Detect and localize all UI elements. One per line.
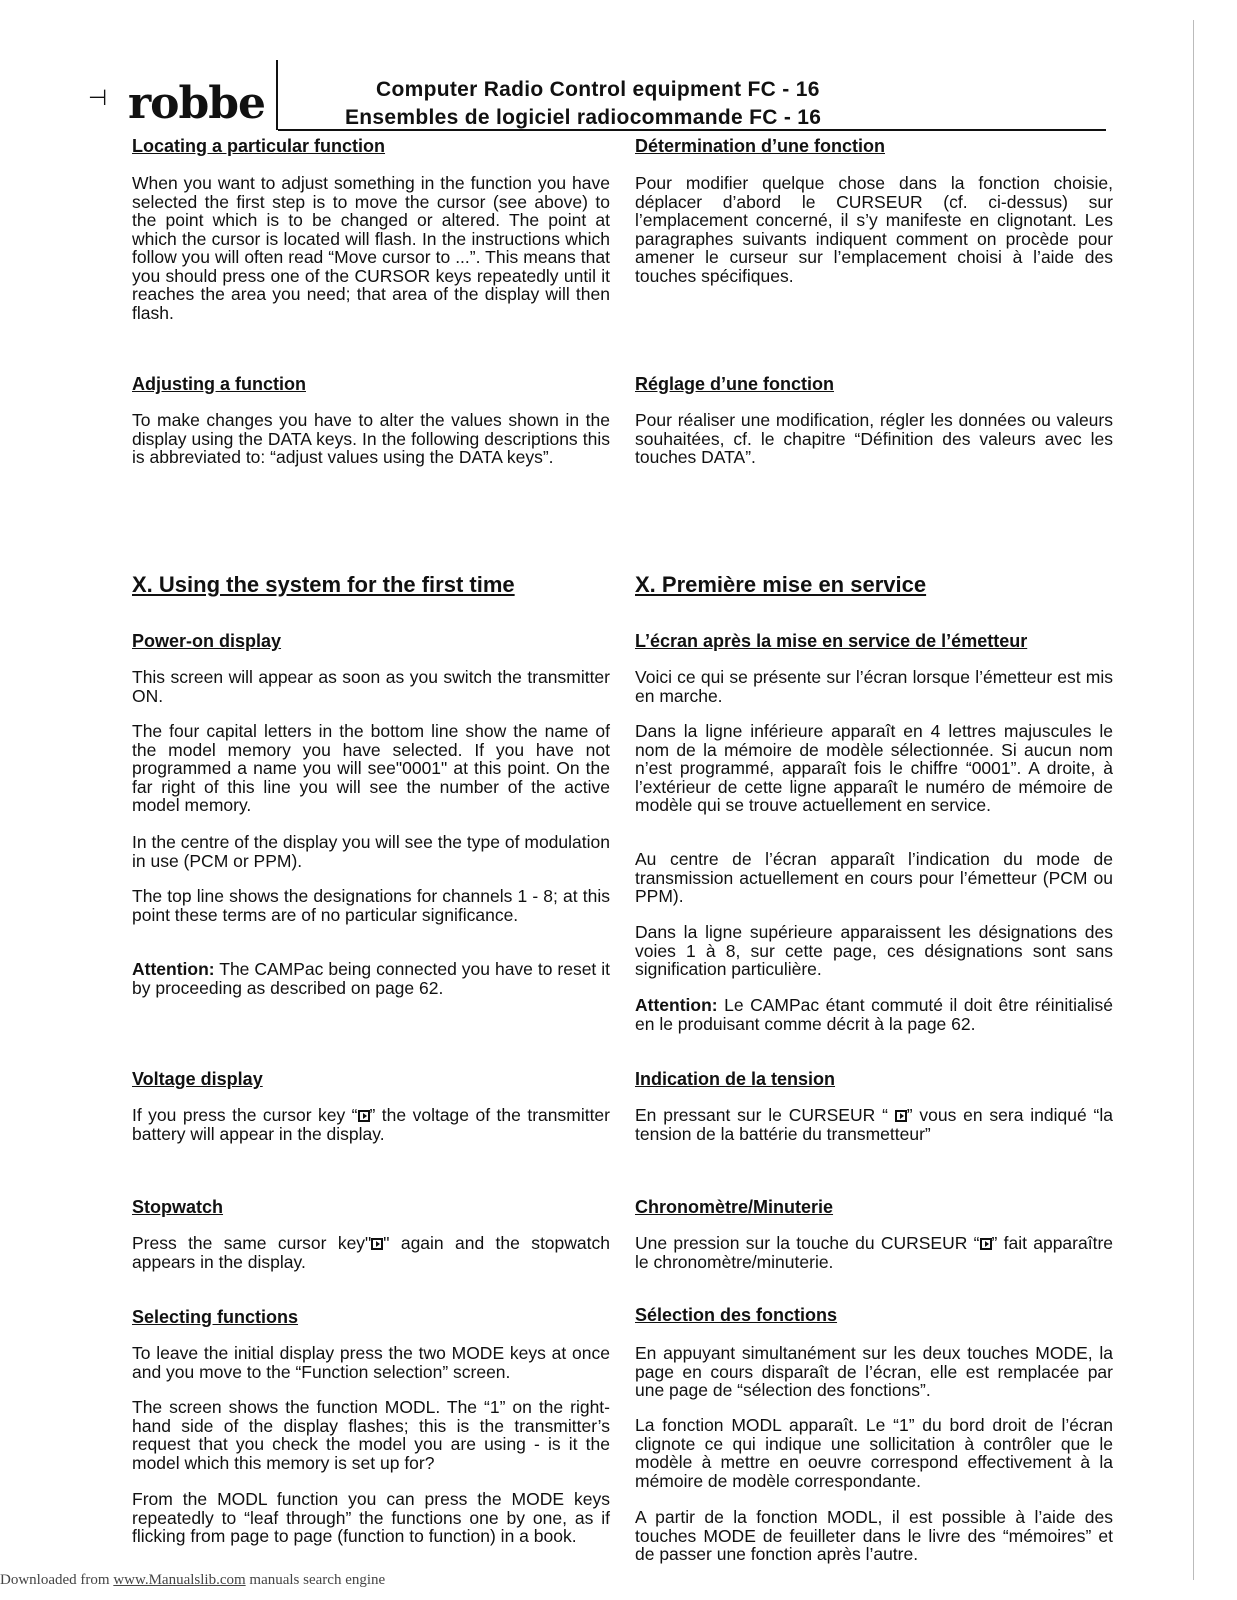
para-selecting-2: The screen shows the function MODL. The “1” on the right-hand side of the display flashes; this is the transmitter’s request that you check the model you are using - is it the model which this memory is set up for? bbox=[132, 1397, 610, 1473]
attention-text-fr: Le CAMPac étant commuté il doit être réinitialisé en le produisant comme décrit à la page 62. bbox=[635, 995, 1113, 1034]
robbe-logo: robbe bbox=[128, 78, 266, 129]
para-power-on-3: In the centre of the display you will see the type of modulation in use (PCM or PPM). bbox=[132, 832, 610, 871]
para-locating-function: When you want to adjust something in the function you have selected the first step is to move the cursor (see above) to the point which is to be changed or altered. The point at which the cursor is located will flash. In the instructions which follow you will often read “Move cursor to ...”. This means that you should press one of the CURSOR keys repeatedly until it reaches the area you need; that area of the display will then flash. bbox=[132, 173, 610, 323]
stopwatch-text-2: " again and the stopwatch appears in the display. bbox=[132, 1233, 610, 1272]
para-attention-en bbox=[132, 960, 610, 997]
heading-stopwatch: Stopwatch bbox=[132, 1197, 224, 1217]
cursor-right-key-icon bbox=[358, 1110, 370, 1122]
attention-text: The CAMPac being connected you have to reset it by proceeding as described on page 62. bbox=[132, 959, 610, 998]
section-title-premiere-mise: X. Première mise en service bbox=[635, 572, 927, 597]
stopwatch-text-1: Press the same cursor key" bbox=[132, 1233, 372, 1253]
voltage-text-2: ” the voltage of the transmitter battery will appear in the display. bbox=[132, 1105, 610, 1144]
tension-text-1: En pressant sur le CURSEUR “ bbox=[635, 1105, 895, 1125]
para-ecran-1: Voici ce qui se présente sur l’écran lorsque l’émetteur est mis en marche. bbox=[635, 667, 1113, 706]
page-edge-line bbox=[1193, 20, 1194, 1580]
header-rule bbox=[278, 129, 1106, 131]
para-indication-tension bbox=[635, 1106, 1113, 1143]
chrono-text-2: ” fait apparaître le chronomètre/minuterie. bbox=[635, 1233, 1114, 1272]
para-ecran-2: Dans la ligne inférieure apparaît en 4 lettres majuscules le nom de la mémoire de modèle sélectionnée. Si aucun nom n’est programmé, apparaît fois le chiffre “0001”. A droite, à l’extérieur de cette ligne apparaît le numéro de mémoire de modèle qui se trouve actuellement en service. bbox=[635, 721, 1113, 815]
cursor-right-key-icon bbox=[980, 1238, 992, 1250]
title-en: Computer Radio Control equipment FC - 16 bbox=[376, 78, 820, 101]
logo-mark: ⊣ bbox=[88, 86, 108, 111]
para-voltage-display bbox=[132, 1106, 610, 1143]
para-attention-fr bbox=[635, 996, 1113, 1033]
cursor-right-key-icon bbox=[371, 1238, 383, 1250]
para-selecting-1: To leave the initial display press the two MODE keys at once and you move to the “Function selection” screen. bbox=[132, 1343, 610, 1382]
footer-suffix: manuals search engine bbox=[245, 1572, 386, 1588]
para-reglage-fonction: Pour réaliser une modification, régler les données ou valeurs souhaitées, cf. le chapitre “Définition des valeurs avec les touches DATA”. bbox=[635, 410, 1113, 467]
heading-adjusting-function: Adjusting a function bbox=[132, 374, 306, 394]
para-selection-1: En appuyant simultanément sur les deux touches MODE, la page en cours disparaît de l’écran, elle est remplacée par une page de “sélection des fonctions”. bbox=[635, 1343, 1113, 1400]
manualslib-link[interactable]: www.Manualslib.com bbox=[113, 1572, 246, 1588]
para-power-on-4: The top line shows the designations for channels 1 - 8; at this point these terms are of no particular significance. bbox=[132, 886, 610, 925]
logo-divider bbox=[276, 60, 278, 130]
para-power-on-2: The four capital letters in the bottom line show the name of the model memory you have selected. If you have not programmed a name you will see"0001" at this point. On the far right of this line you will see the number of the active model memory. bbox=[132, 721, 610, 815]
heading-reglage-fonction: Réglage d’une fonction bbox=[635, 374, 835, 394]
para-chronometre bbox=[635, 1234, 1113, 1271]
para-determination-fonction: Pour modifier quelque chose dans la fonction choisie, déplacer d’abord le CURSEUR (cf. ci-dessus) sur l’emplacement concerné, il s’y manifeste en clignotant. Les paragraphes suivants indiquent comment on procède pour amener le curseur sur l’emplacement choisi à l’aide des touches spécifiques. bbox=[635, 173, 1113, 286]
heading-selecting-functions: Selecting functions bbox=[132, 1307, 299, 1327]
para-ecran-3: Au centre de l’écran apparaît l’indication du mode de transmission actuellement en cours pour l’émetteur (PCM ou PPM). bbox=[635, 849, 1113, 906]
footer-prefix: Downloaded from bbox=[0, 1572, 114, 1588]
tension-text-2: ” vous en sera indiqué “la tension de la battérie du transmetteur” bbox=[635, 1105, 1113, 1144]
para-selection-3: A partir de la fonction MODL, il est possible à l’aide des touches MODE de feuilleter dans le livre des “mémoires” et de passer une fonction après l’autre. bbox=[635, 1507, 1113, 1564]
section-title-first-time: X. Using the system for the first time bbox=[132, 572, 515, 597]
heading-locating-function: Locating a particular function bbox=[132, 136, 386, 156]
heading-power-on-display: Power-on display bbox=[132, 631, 282, 651]
para-ecran-4: Dans la ligne supérieure apparaissent les désignations des voies 1 à 8, sur cette page, ces désignations sont sans signification particulière. bbox=[635, 922, 1113, 979]
para-selection-2: La fonction MODL apparaît. Le “1” du bord droit de l’écran clignote ce qui indique une sollicitation à contrôler que le modèle à mettre en oeuvre correspond effectivement à la mémoire de modèle correspondante. bbox=[635, 1415, 1113, 1491]
download-footer bbox=[0, 1572, 385, 1589]
cursor-right-key-icon bbox=[895, 1110, 907, 1122]
heading-voltage-display: Voltage display bbox=[132, 1069, 263, 1089]
para-adjusting-function: To make changes you have to alter the values shown in the display using the DATA keys. In the following descriptions this is abbreviated to: “adjust values using the DATA keys”. bbox=[132, 410, 610, 467]
heading-indication-tension: Indication de la tension bbox=[635, 1069, 836, 1089]
voltage-text-1: If you press the cursor key “ bbox=[132, 1105, 358, 1125]
para-selecting-3: From the MODL function you can press the MODE keys repeatedly to “leaf through” the functions one by one, as if flicking from page to page (function to function) in a book. bbox=[132, 1489, 610, 1546]
heading-ecran-mise-en-service: L’écran après la mise en service de l’émetteur bbox=[635, 631, 1028, 651]
para-power-on-1: This screen will appear as soon as you switch the transmitter ON. bbox=[132, 667, 610, 706]
heading-selection-fonctions: Sélection des fonctions bbox=[635, 1305, 838, 1325]
heading-chronometre: Chronomètre/Minuterie bbox=[635, 1197, 834, 1217]
title-fr: Ensembles de logiciel radiocommande FC - 16 bbox=[345, 106, 822, 129]
para-stopwatch bbox=[132, 1234, 610, 1271]
heading-determination-fonction: Détermination d’une fonction bbox=[635, 136, 885, 156]
attention-label-fr: Attention: bbox=[635, 995, 718, 1015]
attention-label: Attention: bbox=[132, 959, 215, 979]
chrono-text-1: Une pression sur la touche du CURSEUR “ bbox=[635, 1233, 980, 1253]
